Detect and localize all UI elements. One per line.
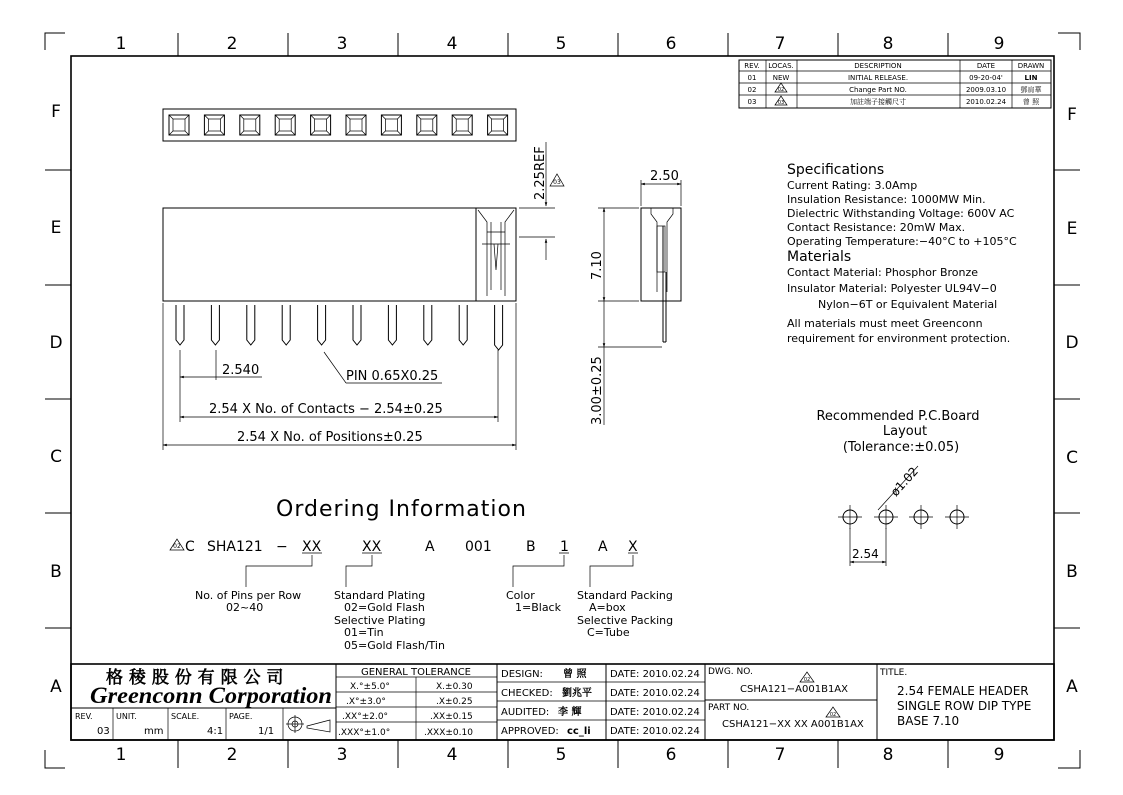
ordering-packing: C=Tube [587,626,630,639]
page-label: PAGE. [229,712,253,721]
column-labels-top [116,34,1005,54]
revision-table [739,60,1051,108]
rev-row-date: 2010.02.24 [965,98,1007,106]
code-part: 1 [560,539,569,555]
unit-label: UNIT. [116,712,137,721]
projection-symbol-icon [286,715,330,733]
top-view-pin-cell-inner [421,119,433,131]
top-view-pin-cell-inner [208,119,220,131]
pcb-pitch-label: 2.54 [852,547,879,561]
company-name-english: Greenconn Corporation [90,683,332,708]
positions-dimension-label: 2.54 X No. of Positions±0.25 [237,430,423,445]
top-view-pin-cell-chamfer [488,115,508,135]
top-view-pin-cell-inner [492,119,504,131]
spec-line: Dielectric Withstanding Voltage: 600V AC [787,207,1015,220]
approved-label: APPROVED: [501,726,559,737]
top-view-pin-cell-inner [173,119,185,131]
pitch-label: 2.540 [222,363,260,378]
top-view-pin-cell-chamfer [381,115,401,135]
top-view-pin-cell-chamfer [275,115,295,135]
top-view-pin-cell-inner [244,119,256,131]
pcb-holes [838,505,969,529]
ordering-packing: Standard Packing [577,589,673,602]
rev-header-locas: LOCAS. [768,62,794,70]
row-label-b: B [50,562,62,582]
rev-row-rev: 01 [747,74,757,82]
tolerance-angle: .X°±3.0° [346,697,386,707]
rev-header-description: DESCRIPTION [854,62,902,70]
row-label-b: B [1066,562,1078,582]
material-line: Insulator Material: Polyester UL94V−0 [787,282,997,295]
top-view-pin-cell-inner [315,119,327,131]
rev-mark: 02 [173,543,181,550]
sheet-corners [45,33,1080,768]
tolerance-angle: .XX°±2.0° [342,712,389,722]
code-part: XX [302,539,322,555]
code-part: X [628,539,638,555]
row-label-c: C [50,447,62,467]
row-label-d: D [1065,333,1079,353]
ordering-pins-label: No. of Pins per Row [195,589,302,602]
rev-row-locas: NEW [772,74,790,82]
front-view-pin [318,305,326,345]
row-label-c: C [1066,448,1078,468]
checked-label: CHECKED: [501,688,553,699]
col-label-3: 3 [336,745,348,765]
front-view-pin [211,305,219,345]
width-250-label: 2.50 [650,169,679,184]
company-name-chinese: 格 稜 股 份 有 限 公 司 [106,668,284,688]
ordering-plating: 01=Tin [344,626,384,639]
top-view-pin-cell-chamfer [311,115,331,135]
ordering-plating: Selective Plating [334,614,426,627]
rev-header-date: DATE [976,62,996,70]
col-label-4: 4 [446,745,458,765]
col-label-7: 7 [774,745,786,765]
spec-line: Contact Resistance: 20mW Max. [787,221,966,234]
col-label-7: 7 [774,34,786,54]
design-name: 曾 照 [563,669,587,680]
row-labels [49,102,1078,697]
title-block [71,664,1054,740]
audited-name: 李 輝 [558,707,582,718]
approved-date: DATE: 2010.02.24 [610,726,700,737]
title-label: TITLE. [880,668,908,678]
design-date: DATE: 2010.02.24 [610,669,700,680]
row-label-e: E [1066,219,1078,239]
top-view-pin-cell-inner [279,119,291,131]
rev-row-rev: 02 [747,86,757,94]
audited-date: DATE: 2010.02.24 [610,707,700,718]
code-part: C [185,539,195,555]
drawing-border [71,56,1054,740]
rev-mark: 02 [829,712,837,718]
code-part: − [276,539,288,555]
ordering-pins-range: 02~40 [226,601,264,614]
ordering-packing: Selective Packing [577,614,674,627]
front-view-pin [247,305,255,345]
rev-row-desc: Change Part NO. [849,86,907,94]
front-view-pins [176,305,503,350]
part-number-label: PART NO. [708,703,750,713]
tolerance-title: GENERAL TOLERANCE [360,667,472,678]
front-view-pin [176,305,184,345]
rev-mark: 03 [553,179,561,186]
rev-row-drawn: 鄧肩華 [1020,86,1042,94]
code-part: SHA121 [207,539,263,555]
rev-header-drawn: DRAWN [1017,62,1045,70]
top-view-pin-cells [169,115,508,135]
pcb-title: Layout [882,424,928,439]
drawing-title-line: 2.54 FEMALE HEADER [897,684,1029,698]
col-label-6: 6 [665,745,677,765]
rev-mark: 02 [803,677,811,683]
ordering-color: Color [506,589,535,602]
rev-row-locas: 02 [777,87,785,93]
drawing-number: CSHA121−A001B1AX [740,684,848,695]
rev-value: 03 [97,726,110,737]
top-view-pin-cell-chamfer [204,115,224,135]
col-label-2: 2 [226,34,238,54]
code-part: B [526,539,536,555]
scale-value: 4:1 [207,726,224,737]
contacts-dimension-label: 2.54 X No. of Contacts − 2.54±0.25 [209,402,443,417]
ordering-packing: A=box [589,601,626,614]
spec-line: Operating Temperature:−40°C to +105°C [787,235,1017,248]
tail-300-label: 3.00±0.25 [590,356,605,425]
unit-value: mm [144,726,164,737]
design-label: DESIGN: [501,669,543,680]
row-label-f: F [1067,105,1077,125]
ordering-color: 1=Black [515,601,561,614]
col-label-1: 1 [115,745,127,765]
materials-title: Materials [787,249,852,265]
ordering-plating: 05=Gold Flash/Tin [344,639,445,652]
material-line: Nylon−6T or Equivalent Material [818,298,998,311]
ordering-title: Ordering Information [276,497,527,522]
front-view-pin [353,305,361,345]
row-label-a: A [1066,677,1078,697]
ref-225-label: 2.25REF [533,146,548,200]
rev-row-date: 09-20-04' [969,74,1003,82]
ordering-information [170,497,673,652]
column-labels-bottom [116,745,1005,765]
code-part: A [425,539,435,555]
top-view [163,109,516,141]
top-view-pin-cell-chamfer [240,115,260,135]
tolerance-linear: X.±0.30 [436,682,473,692]
code-part: XX [362,539,382,555]
front-view-pin [495,305,503,350]
front-view-pin [388,305,396,345]
tolerance-angle: .XXX°±1.0° [338,728,391,738]
top-view-pin-cell-chamfer [452,115,472,135]
rev-row-desc: INITIAL RELEASE. [847,74,909,82]
code-part: A [598,539,608,555]
row-label-e: E [50,218,62,238]
col-label-6: 6 [665,34,677,54]
hole-diameter-label: ø1.02 [887,464,922,500]
material-line: All materials must meet Greenconn [787,317,983,330]
front-view-pin [424,305,432,345]
pcb-layout [816,409,979,566]
col-label-8: 8 [882,745,894,765]
col-label-4: 4 [446,34,458,54]
rev-row-locas: 03 [777,100,785,106]
col-label-9: 9 [993,745,1005,765]
spec-title: Specifications [787,162,885,178]
col-label-5: 5 [555,745,567,765]
tolerance-angle: X.°±5.0° [350,682,390,692]
approved-name: cc_li [567,726,591,737]
rev-row-desc: 加註端子接觸尺寸 [850,98,906,106]
height-710-label: 7.10 [590,251,605,280]
top-view-pin-cell-chamfer [346,115,366,135]
specifications-block [787,162,1017,345]
checked-date: DATE: 2010.02.24 [610,688,700,699]
front-view [163,208,516,350]
col-label-8: 8 [882,34,894,54]
col-label-5: 5 [555,34,567,54]
col-label-9: 9 [993,34,1005,54]
drawing-number-label: DWG. NO. [708,667,753,677]
audited-label: AUDITED: [501,707,550,718]
part-number: CSHA121−XX XX A001B1AX [722,719,864,730]
ordering-plating: 02=Gold Flash [344,601,425,614]
column-ticks [178,33,948,768]
rev-row-drawn: 曾 照 [1022,98,1040,106]
col-label-3: 3 [336,34,348,54]
col-label-1: 1 [115,34,127,54]
drawing-title-line: SINGLE ROW DIP TYPE [897,699,1032,713]
row-label-a: A [50,677,62,697]
material-line: requirement for environment protection. [787,332,1011,345]
scale-label: SCALE. [171,712,200,721]
spec-line: Insulation Resistance: 1000MW Min. [787,193,986,206]
tolerance-linear: .XXX±0.10 [424,728,473,738]
drawing-title-line: BASE 7.10 [897,714,960,728]
rev-header-rev: REV. [744,62,760,70]
front-view-dimensions [163,142,564,450]
top-view-pin-cell-inner [350,119,362,131]
ordering-plating: Standard Plating [334,589,426,602]
top-view-pin-cell-chamfer [169,115,189,135]
top-view-pin-cell-chamfer [417,115,437,135]
rev-row-rev: 03 [747,98,757,106]
rev-row-date: 2009.03.10 [965,86,1007,94]
page-value: 1/1 [258,726,275,737]
rev-label: REV. [75,712,93,721]
spec-line: Current Rating: 3.0Amp [787,179,918,192]
pin-size-label: PIN 0.65X0.25 [346,369,439,384]
checked-name: 劉兆平 [562,688,592,699]
pcb-tolerance: (Tolerance:±0.05) [842,440,960,455]
row-label-d: D [49,333,63,353]
tolerance-linear: .X±0.25 [436,697,473,707]
front-view-pin [282,305,290,345]
material-line: Contact Material: Phosphor Bronze [787,266,979,279]
rev-row-drawn: LIN [1024,74,1038,82]
code-part: 001 [465,539,492,555]
tolerance-linear: .XX±0.15 [430,712,473,722]
pcb-title: Recommended P.C.Board [816,409,980,424]
side-view [590,169,681,425]
front-view-pin [459,305,467,345]
top-view-pin-cell-inner [385,119,397,131]
top-view-pin-cell-inner [456,119,468,131]
col-label-2: 2 [226,745,238,765]
row-label-f: F [51,102,61,122]
